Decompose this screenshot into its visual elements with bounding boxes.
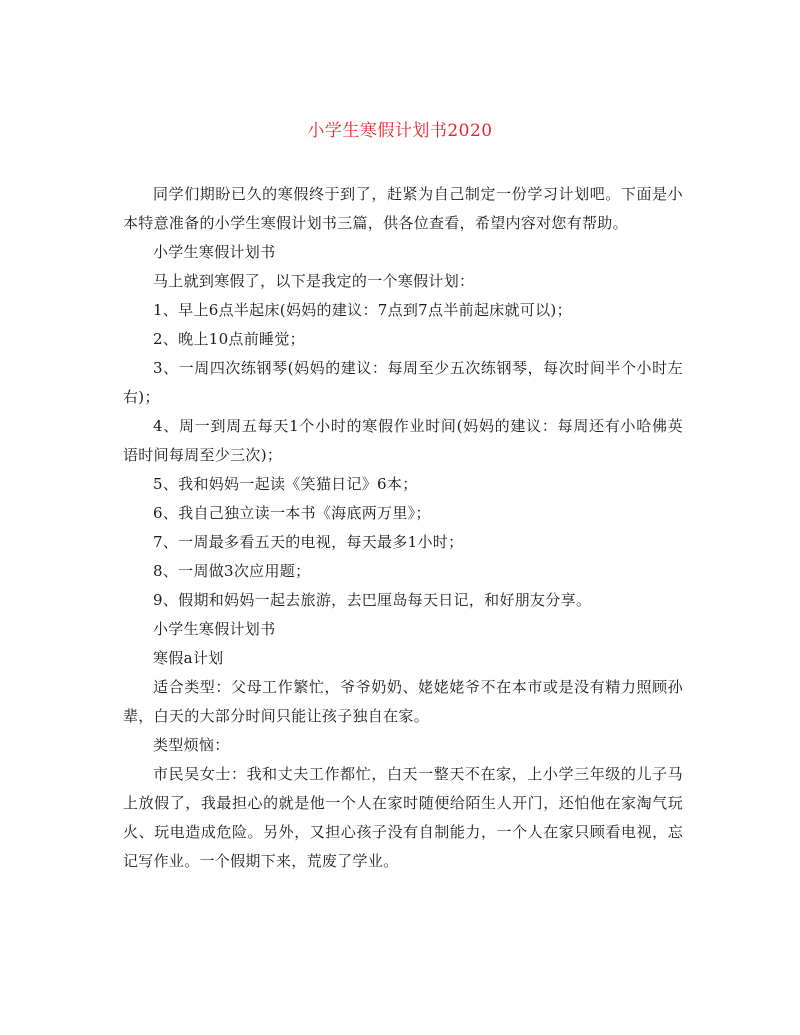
list-item: 6、我自己独立读一本书《海底两万里》； — [153, 504, 431, 522]
paragraph: 小学生寒假计划书 — [153, 243, 276, 261]
list-item: 5、我和妈妈一起读《笑猫日记》6本； — [153, 475, 418, 493]
document-title: 小学生寒假计划书2020 — [307, 121, 493, 141]
subsection-heading: 寒假a计划 — [153, 649, 224, 667]
list-item: 9、假期和妈妈一起去旅游，去巴厘岛每天日记，和好朋友分享。 — [153, 591, 592, 609]
paragraph: 同学们期盼已久的寒假终于到了，赶紧为自己制定一份学习计划吧。下面是小本特意准备的小学生寒假计划书三篇，供各位查看，希望内容对您有帮助。 — [123, 185, 683, 232]
list-item: 3、一周四次练钢琴(妈妈的建议：每周至少五次练钢琴，每次时间半个小时左右)； — [123, 359, 683, 406]
paragraph: 类型烦恼： — [153, 736, 230, 754]
list-item: 7、一周最多看五天的电视，每天最多1小时； — [153, 533, 464, 551]
paragraph: 市民吴女士：我和丈夫工作都忙，白天一整天不在家，上小学三年级的儿子马上放假了，我最担心的就是他一个人在家时随便给陌生人开门，还怕他在家淘气玩火、玩电造成危险。另外，又担心孩子没有自制能力，一个人在家只顾看电视，忘记写作业。一个假期下来，荒废了学业。 — [123, 765, 683, 870]
list-item: 4、周一到周五每天1个小时的寒假作业时间(妈妈的建议：每周还有小哈佛英语时间每周至少三次)； — [123, 417, 683, 464]
list-item: 1、早上6点半起床(妈妈的建议：7点到7点半前起床就可以)； — [153, 301, 572, 319]
document-body — [123, 180, 683, 876]
paragraph: 马上就到寒假了，以下是我定的一个寒假计划： — [153, 272, 475, 290]
list-item: 2、晚上10点前睡觉； — [153, 330, 305, 348]
paragraph: 适合类型：父母工作繁忙，爷爷奶奶、姥姥姥爷不在本市或是没有精力照顾孙辈，白天的大部分时间只能让孩子独自在家。 — [123, 678, 683, 725]
list-item: 8、一周做3次应用题； — [153, 562, 311, 580]
section-heading: 小学生寒假计划书 — [153, 620, 276, 638]
